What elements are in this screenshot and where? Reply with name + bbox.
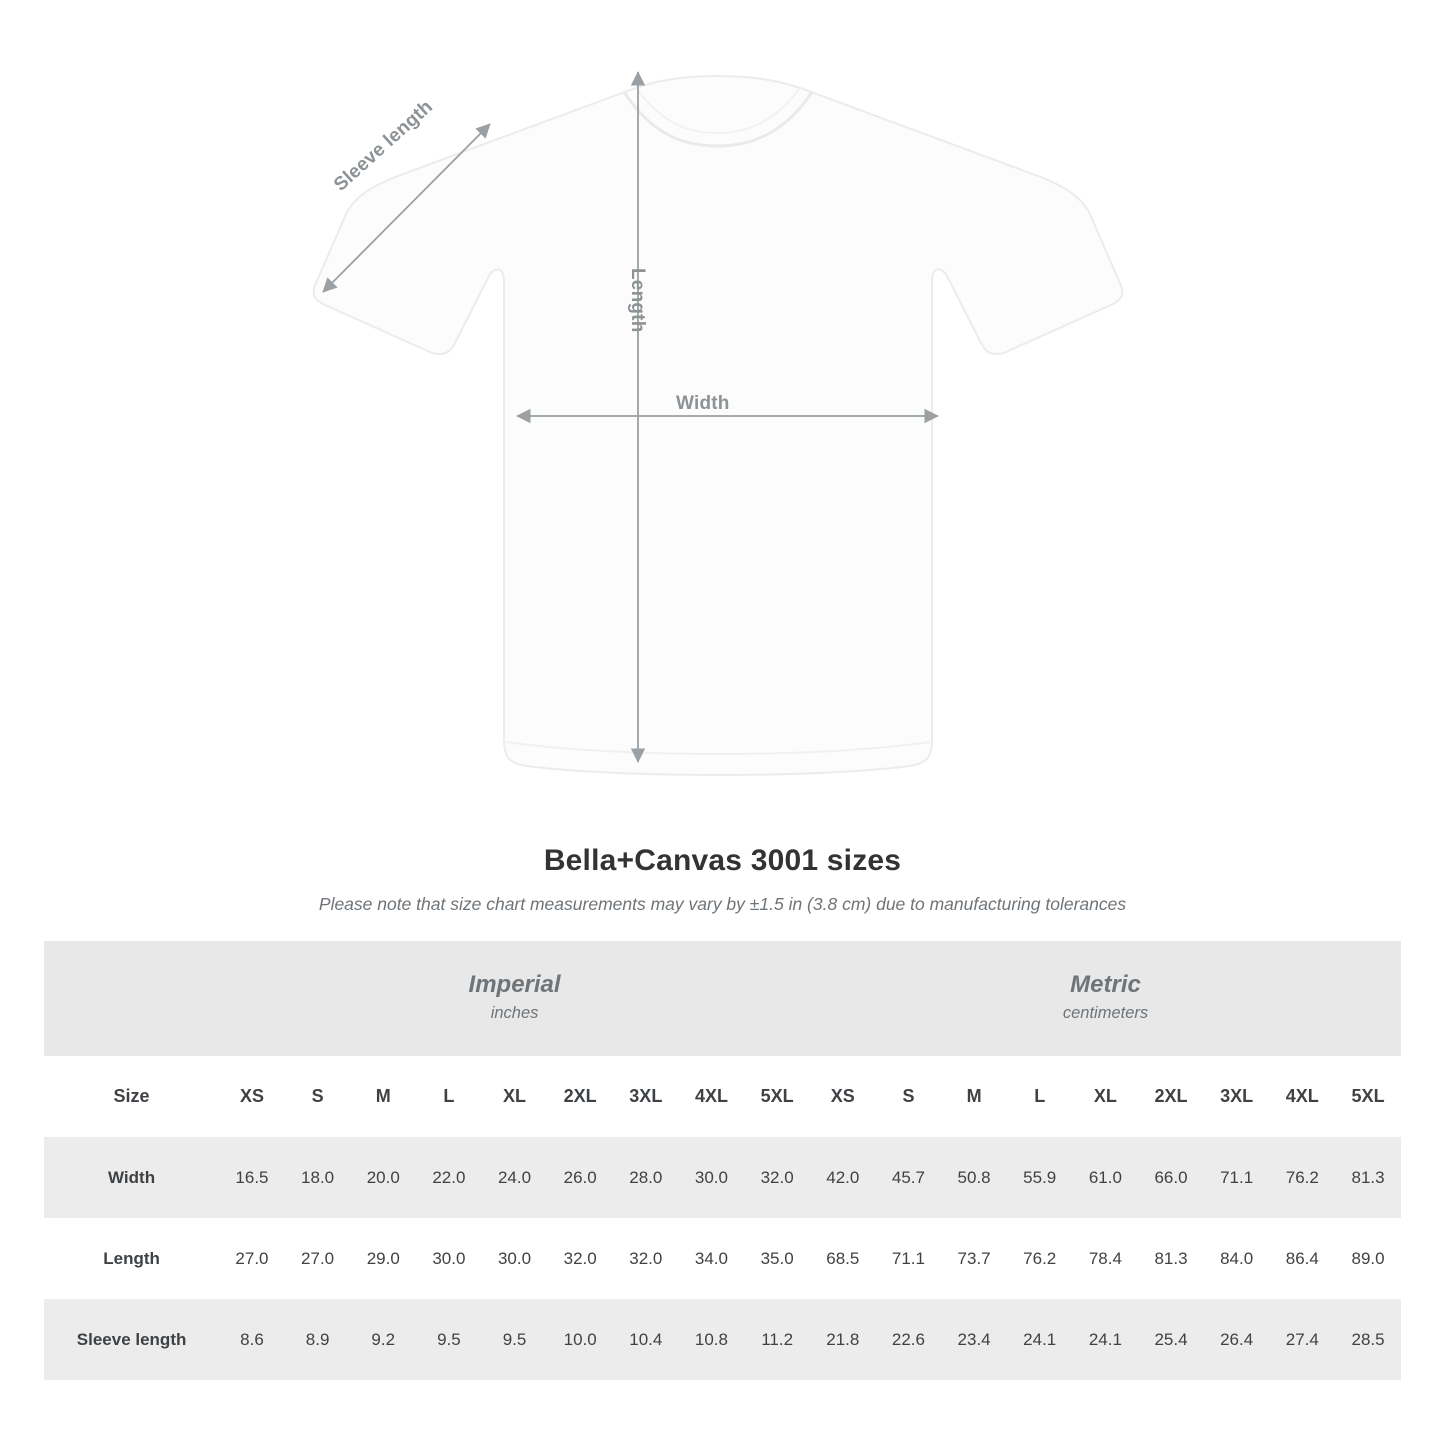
size-col-header: 2XL xyxy=(547,1056,613,1137)
title-block xyxy=(0,844,1445,915)
cell-length: 73.7 xyxy=(941,1218,1007,1299)
cell-sleeve: 24.1 xyxy=(1007,1299,1073,1380)
table-row xyxy=(44,1218,1401,1299)
tolerance-note: Please note that size chart measurements may vary by ±1.5 in (3.8 cm) due to manufacturing tolerances xyxy=(318,894,1127,914)
cell-length: 34.0 xyxy=(679,1218,745,1299)
size-col-header: 5XL xyxy=(1335,1056,1401,1137)
cell-sleeve: 23.4 xyxy=(941,1299,1007,1380)
cell-sleeve: 9.2 xyxy=(350,1299,416,1380)
cell-sleeve: 10.8 xyxy=(679,1299,745,1380)
cell-width: 42.0 xyxy=(810,1137,876,1218)
cell-length: 81.3 xyxy=(1138,1218,1204,1299)
unit-group-metric xyxy=(810,941,1401,1056)
cell-width: 24.0 xyxy=(482,1137,548,1218)
cell-sleeve: 8.6 xyxy=(219,1299,285,1380)
cell-width: 22.0 xyxy=(416,1137,482,1218)
size-col-header: M xyxy=(941,1056,1007,1137)
cell-sleeve: 24.1 xyxy=(1073,1299,1139,1380)
size-col-header: 2XL xyxy=(1138,1056,1204,1137)
cell-sleeve: 28.5 xyxy=(1335,1299,1401,1380)
table-row xyxy=(44,1299,1401,1380)
cell-sleeve: 26.4 xyxy=(1204,1299,1270,1380)
size-table xyxy=(44,941,1401,1380)
row-label-sleeve-length: Sleeve length xyxy=(44,1299,219,1380)
cell-width: 26.0 xyxy=(547,1137,613,1218)
cell-length: 29.0 xyxy=(350,1218,416,1299)
size-header-label: Size xyxy=(44,1056,219,1137)
cell-sleeve: 11.2 xyxy=(744,1299,810,1380)
cell-length: 35.0 xyxy=(744,1218,810,1299)
unit-group-metric-sub: centimeters xyxy=(1062,1004,1149,1023)
cell-width: 61.0 xyxy=(1073,1137,1139,1218)
size-col-header: 4XL xyxy=(679,1056,745,1137)
size-col-header: M xyxy=(350,1056,416,1137)
unit-group-imperial xyxy=(219,941,810,1056)
width-label: Width xyxy=(676,393,730,414)
cell-width: 50.8 xyxy=(941,1137,1007,1218)
size-col-header: XS xyxy=(219,1056,285,1137)
size-col-header: 4XL xyxy=(1269,1056,1335,1137)
tshirt-shape xyxy=(314,76,1123,775)
unit-group-imperial-name: Imperial xyxy=(468,971,561,999)
cell-length: 32.0 xyxy=(547,1218,613,1299)
cell-sleeve: 21.8 xyxy=(810,1299,876,1380)
cell-length: 27.0 xyxy=(285,1218,351,1299)
cell-sleeve: 27.4 xyxy=(1269,1299,1335,1380)
cell-sleeve: 9.5 xyxy=(482,1299,548,1380)
cell-width: 71.1 xyxy=(1204,1137,1270,1218)
cell-width: 81.3 xyxy=(1335,1137,1401,1218)
size-col-header: 5XL xyxy=(744,1056,810,1137)
size-col-header: L xyxy=(416,1056,482,1137)
cell-width: 30.0 xyxy=(679,1137,745,1218)
page-title: Bella+Canvas 3001 sizes xyxy=(543,844,902,877)
row-label-length: Length xyxy=(44,1218,219,1299)
cell-length: 89.0 xyxy=(1335,1218,1401,1299)
size-col-header: S xyxy=(876,1056,942,1137)
unit-group-imperial-sub: inches xyxy=(490,1004,539,1023)
cell-width: 28.0 xyxy=(613,1137,679,1218)
cell-length: 68.5 xyxy=(810,1218,876,1299)
cell-width: 76.2 xyxy=(1269,1137,1335,1218)
cell-width: 20.0 xyxy=(350,1137,416,1218)
size-col-header: L xyxy=(1007,1056,1073,1137)
table-row xyxy=(44,1137,1401,1218)
row-label-width: Width xyxy=(44,1137,219,1218)
size-col-header: S xyxy=(285,1056,351,1137)
sleeve-length-label: Sleeve length xyxy=(330,96,438,196)
cell-sleeve: 8.9 xyxy=(285,1299,351,1380)
size-col-header: 3XL xyxy=(1204,1056,1270,1137)
size-col-header: XL xyxy=(1073,1056,1139,1137)
cell-length: 30.0 xyxy=(416,1218,482,1299)
size-col-header: XS xyxy=(810,1056,876,1137)
size-header-row xyxy=(44,1056,1401,1137)
length-label: Length xyxy=(627,268,648,333)
cell-sleeve: 10.0 xyxy=(547,1299,613,1380)
cell-width: 16.5 xyxy=(219,1137,285,1218)
unit-header-corner xyxy=(44,941,219,1056)
cell-length: 84.0 xyxy=(1204,1218,1270,1299)
cell-length: 78.4 xyxy=(1073,1218,1139,1299)
size-table-wrap xyxy=(44,941,1401,1380)
cell-width: 45.7 xyxy=(876,1137,942,1218)
cell-length: 32.0 xyxy=(613,1218,679,1299)
cell-width: 32.0 xyxy=(744,1137,810,1218)
size-col-header: 3XL xyxy=(613,1056,679,1137)
cell-width: 55.9 xyxy=(1007,1137,1073,1218)
unit-group-metric-name: Metric xyxy=(1070,971,1141,999)
unit-header-row xyxy=(44,941,1401,1056)
cell-length: 30.0 xyxy=(482,1218,548,1299)
cell-width: 18.0 xyxy=(285,1137,351,1218)
cell-sleeve: 10.4 xyxy=(613,1299,679,1380)
size-col-header: XL xyxy=(482,1056,548,1137)
cell-width: 66.0 xyxy=(1138,1137,1204,1218)
cell-sleeve: 25.4 xyxy=(1138,1299,1204,1380)
cell-length: 86.4 xyxy=(1269,1218,1335,1299)
cell-sleeve: 22.6 xyxy=(876,1299,942,1380)
cell-length: 71.1 xyxy=(876,1218,942,1299)
cell-sleeve: 9.5 xyxy=(416,1299,482,1380)
cell-length: 27.0 xyxy=(219,1218,285,1299)
cell-length: 76.2 xyxy=(1007,1218,1073,1299)
